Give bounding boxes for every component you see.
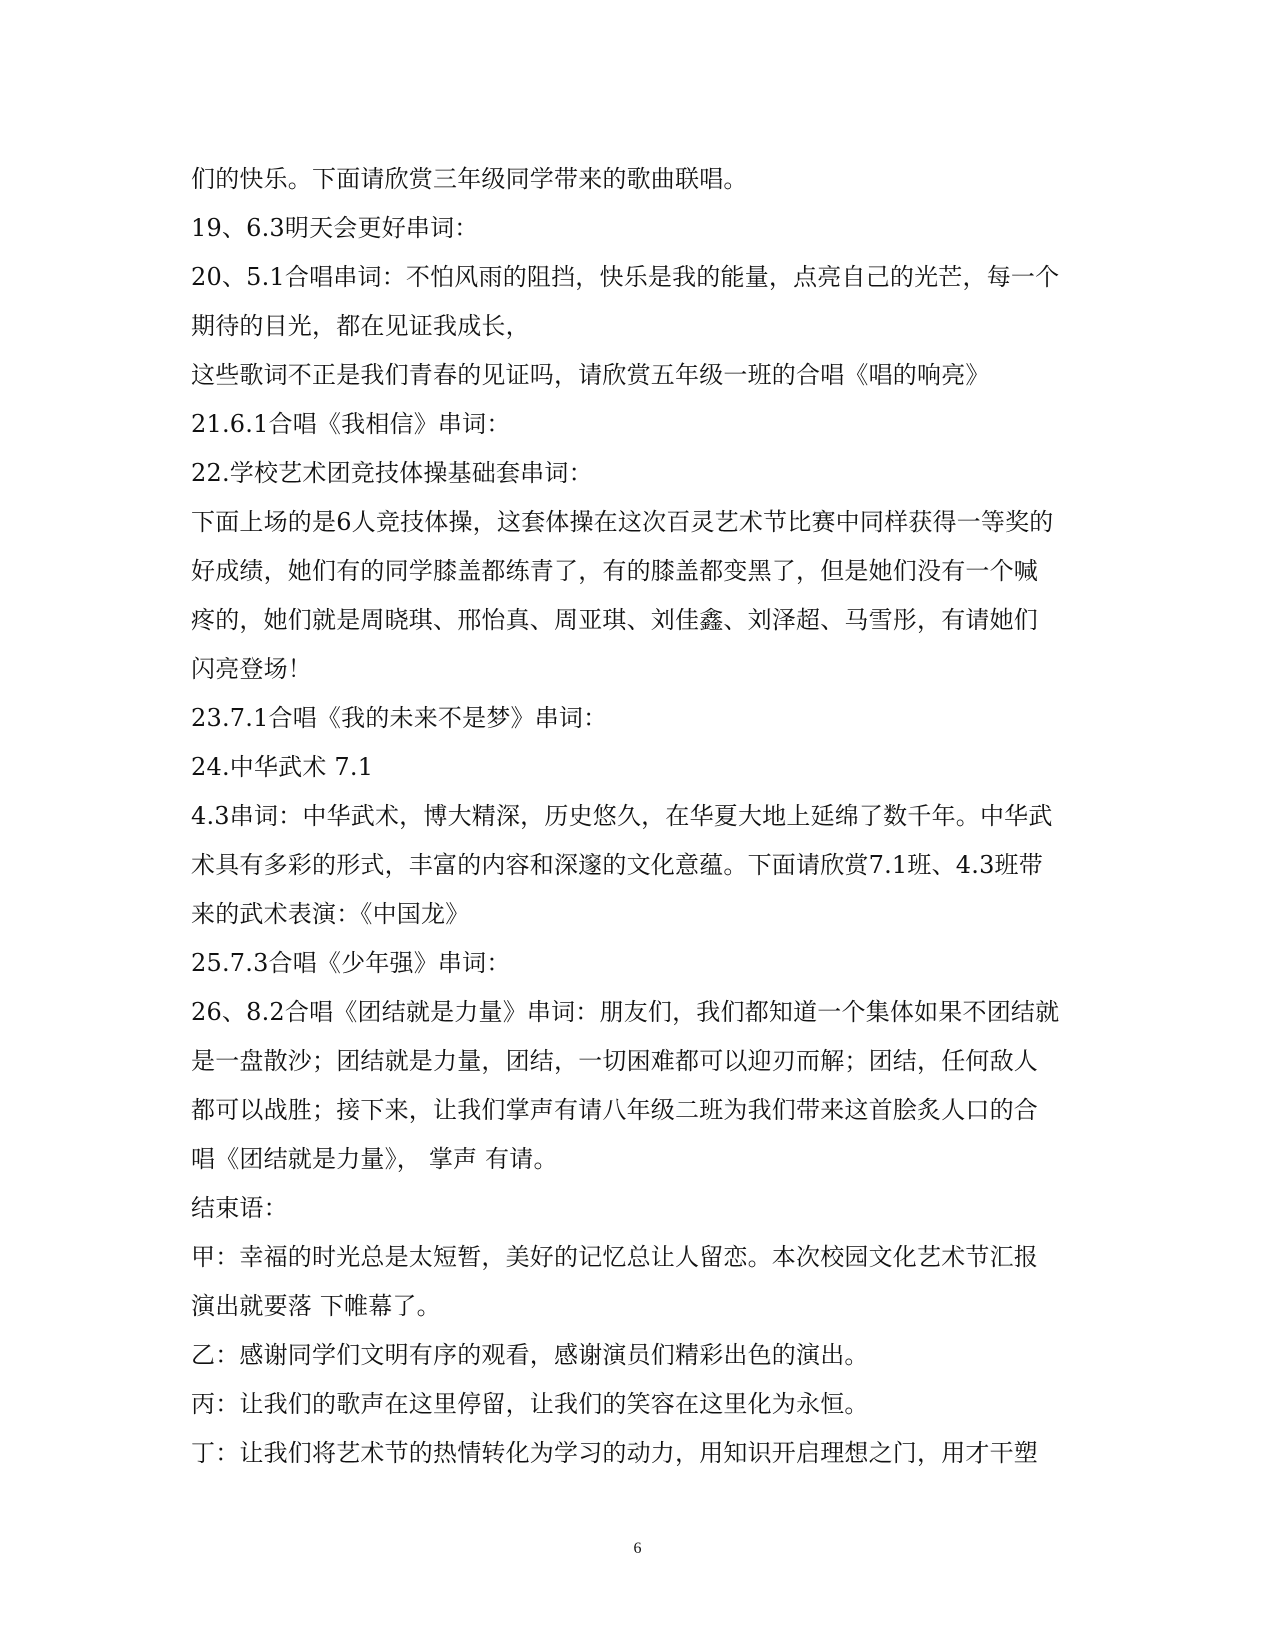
text-line: 这些歌词不正是我们青春的见证吗，请欣赏五年级一班的合唱《唱的响亮》 — [191, 361, 990, 389]
document-body — [191, 155, 1091, 1478]
text-line: 24.中华武术 7.1 — [191, 753, 374, 781]
text-line: 乙：感谢同学们文明有序的观看，感谢演员们精彩出色的演出。 — [191, 1341, 869, 1369]
text-line: 丙：让我们的歌声在这里停留，让我们的笑容在这里化为永恒。 — [191, 1390, 869, 1418]
text-line: 术具有多彩的形式，丰富的内容和深邃的文化意蕴。下面请欣赏7.1班、4.3班带 — [191, 851, 1043, 879]
text-line: 22.学校艺术团竞技体操基础套串词： — [191, 459, 593, 487]
text-line: 来的武术表演：《中国龙》 — [191, 900, 470, 928]
text-line: 4.3串词：中华武术，博大精深，历史悠久，在华夏大地上延绵了数千年。中华武 — [191, 802, 1053, 830]
text-line: 演出就要落 下帷幕了。 — [191, 1292, 441, 1320]
text-line: 闪亮登场！ — [191, 655, 312, 683]
text-line: 26、8.2合唱《团结就是力量》串词：朋友们，我们都知道一个集体如果不团结就 — [191, 998, 1060, 1026]
page-number: 6 — [633, 1540, 642, 1557]
text-line: 25.7.3合唱《少年强》串词： — [191, 949, 511, 977]
text-line: 23.7.1合唱《我的未来不是梦》串词： — [191, 704, 608, 732]
text-line: 20、5.1合唱串词：不怕风雨的阻挡，快乐是我的能量，点亮自己的光芒，每一个 — [191, 263, 1060, 291]
text-line: 甲：幸福的时光总是太短暂，美好的记忆总让人留恋。本次校园文化艺术节汇报 — [191, 1243, 1038, 1271]
text-line: 是一盘散沙；团结就是力量，团结，一切困难都可以迎刃而解；团结，任何敌人 — [191, 1047, 1038, 1075]
text-line: 好成绩，她们有的同学膝盖都练青了，有的膝盖都变黑了，但是她们没有一个喊 — [191, 557, 1038, 585]
text-line: 都可以战胜；接下来，让我们掌声有请八年级二班为我们带来这首脍炙人口的合 — [191, 1096, 1038, 1124]
text-line: 19、6.3明天会更好串词： — [191, 214, 479, 242]
text-line: 下面上场的是6人竞技体操，这套体操在这次百灵艺术节比赛中同样获得一等奖的 — [191, 508, 1054, 536]
text-line: 疼的，她们就是周晓琪、邢怡真、周亚琪、刘佳鑫、刘泽超、马雪彤，有请她们 — [191, 606, 1038, 634]
text-line: 们的快乐。下面请欣赏三年级同学带来的歌曲联唱。 — [191, 165, 748, 193]
text-line: 21.6.1合唱《我相信》串词： — [191, 410, 511, 438]
text-line: 期待的目光，都在见证我成长， — [191, 312, 530, 340]
text-line: 丁：让我们将艺术节的热情转化为学习的动力，用知识开启理想之门，用才干塑 — [191, 1439, 1038, 1467]
text-line: 结束语： — [191, 1194, 288, 1222]
text-line: 唱《团结就是力量》， 掌声 有请。 — [191, 1145, 558, 1173]
